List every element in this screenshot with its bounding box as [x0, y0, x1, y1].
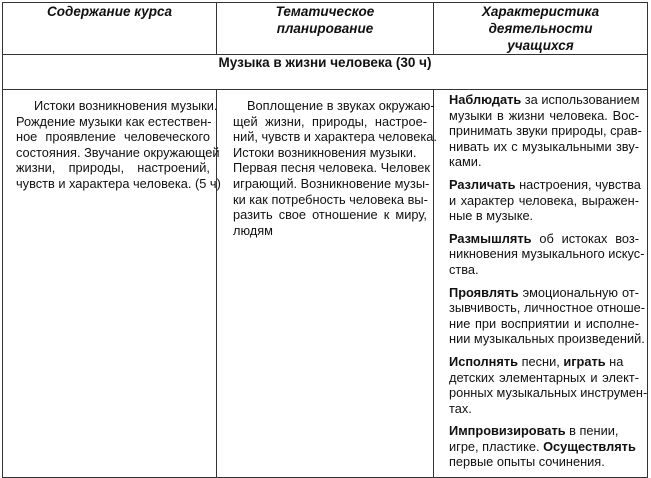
text-line: щей жизни, природы, настрое-	[233, 113, 427, 129]
header-thematic-planning-text: Тематическое планирование	[275, 4, 375, 36]
text-line: и характер человека, выражен-	[449, 192, 639, 208]
activity-observe	[449, 92, 642, 170]
activity-distinguish	[449, 177, 639, 224]
verb-play: играть	[563, 353, 606, 369]
thematic-planning-cell	[217, 90, 437, 478]
activity-perform	[449, 353, 648, 416]
header-thematic-planning	[217, 3, 434, 55]
verb-improvise: Импровизировать	[449, 423, 566, 439]
verb-perform: Исполнять	[449, 353, 519, 369]
text-line: ства.	[449, 261, 479, 277]
text-line: чувств и характера человека. (5 ч)	[16, 175, 221, 191]
verb-observe: Наблюдать	[449, 92, 522, 107]
text-line: музыки в жизни человека. Вос-	[449, 107, 639, 123]
header-course-content: Содержание курса	[3, 3, 217, 55]
header-student-activity-text: Характеристика деятельности учащихся	[481, 4, 600, 53]
section-title: Музыка в жизни человека (30 ч)	[3, 55, 648, 90]
text-fragment: в пении,	[565, 423, 619, 439]
text-line: состояния. Звучание окружающей	[16, 144, 220, 160]
text-line: Первая песня человека. Человек	[233, 160, 430, 176]
text-line: тах.	[449, 400, 472, 416]
text-fragment: песни,	[518, 353, 564, 369]
course-content-text	[3, 90, 221, 192]
course-content-cell	[3, 90, 221, 478]
text-line: ние при восприятии и исполне-	[449, 315, 639, 331]
header-student-activity	[434, 3, 648, 55]
text-line: зывчивость, личностное отноше-	[449, 300, 646, 316]
text-line: первые опыты сочинения.	[449, 454, 605, 470]
student-activity-text	[434, 90, 647, 470]
text-line: Воплощение в звуках окружаю-	[247, 98, 435, 113]
text-line: Истоки возникновения музыки.	[233, 144, 417, 160]
text-line: разить свое отношение к миру,	[233, 207, 427, 223]
activity-reflect	[449, 230, 645, 278]
verb-distinguish: Различать	[449, 176, 516, 192]
text-line: нии музыкальных произведений.	[449, 331, 645, 347]
verb-reflect: Размышлять	[449, 230, 532, 246]
curriculum-table	[2, 2, 648, 478]
text-fragment: эмоциональную от-	[518, 284, 639, 300]
text-line: никновения музыкального искус-	[449, 246, 645, 262]
text-line	[449, 177, 639, 193]
text-line	[449, 354, 639, 370]
text-line: детских элементарных и элект-	[449, 369, 639, 385]
activity-show	[449, 284, 646, 347]
text-line	[449, 285, 639, 301]
text-line: ками.	[449, 154, 482, 170]
text-fragment: об истоках воз-	[531, 230, 639, 246]
text-line: ное проявление человеческого	[16, 129, 210, 145]
verb-implement: Осуществлять	[543, 438, 636, 454]
header-row	[3, 3, 648, 55]
text-line: ронных музыкальных инструмен-	[449, 385, 648, 401]
text-fragment: игре, пластике.	[449, 438, 544, 454]
text-line: людям	[233, 222, 273, 238]
text-line	[449, 423, 639, 439]
activity-improvise	[449, 423, 639, 470]
text-line: нивать их с музыкальными зву-	[449, 138, 639, 154]
text-line: ки как потребность человека вы-	[233, 191, 428, 207]
thematic-planning-text	[217, 90, 437, 238]
text-line: ний, чувств и характера человека.	[233, 129, 437, 145]
text-line: играющий. Возникновение музы-	[233, 175, 430, 191]
text-line: принимать звуки природы, срав-	[449, 123, 642, 139]
text-line	[449, 439, 639, 455]
text-line: Истоки возникновения музыки.	[34, 98, 218, 113]
text-fragment: настроения, чувства	[515, 176, 641, 192]
text-fragment: за использованием	[521, 92, 640, 107]
text-fragment: на	[605, 353, 624, 369]
text-line	[449, 92, 639, 108]
section-row	[3, 55, 648, 90]
verb-show: Проявлять	[449, 284, 519, 300]
text-line: ные в музыке.	[449, 208, 534, 224]
text-line: Рождение музыки как естествен-	[16, 113, 212, 129]
text-line	[449, 231, 639, 247]
student-activity-cell	[434, 90, 648, 478]
text-line: жизни, природы, настроений,	[16, 160, 210, 176]
body-row	[3, 90, 648, 478]
